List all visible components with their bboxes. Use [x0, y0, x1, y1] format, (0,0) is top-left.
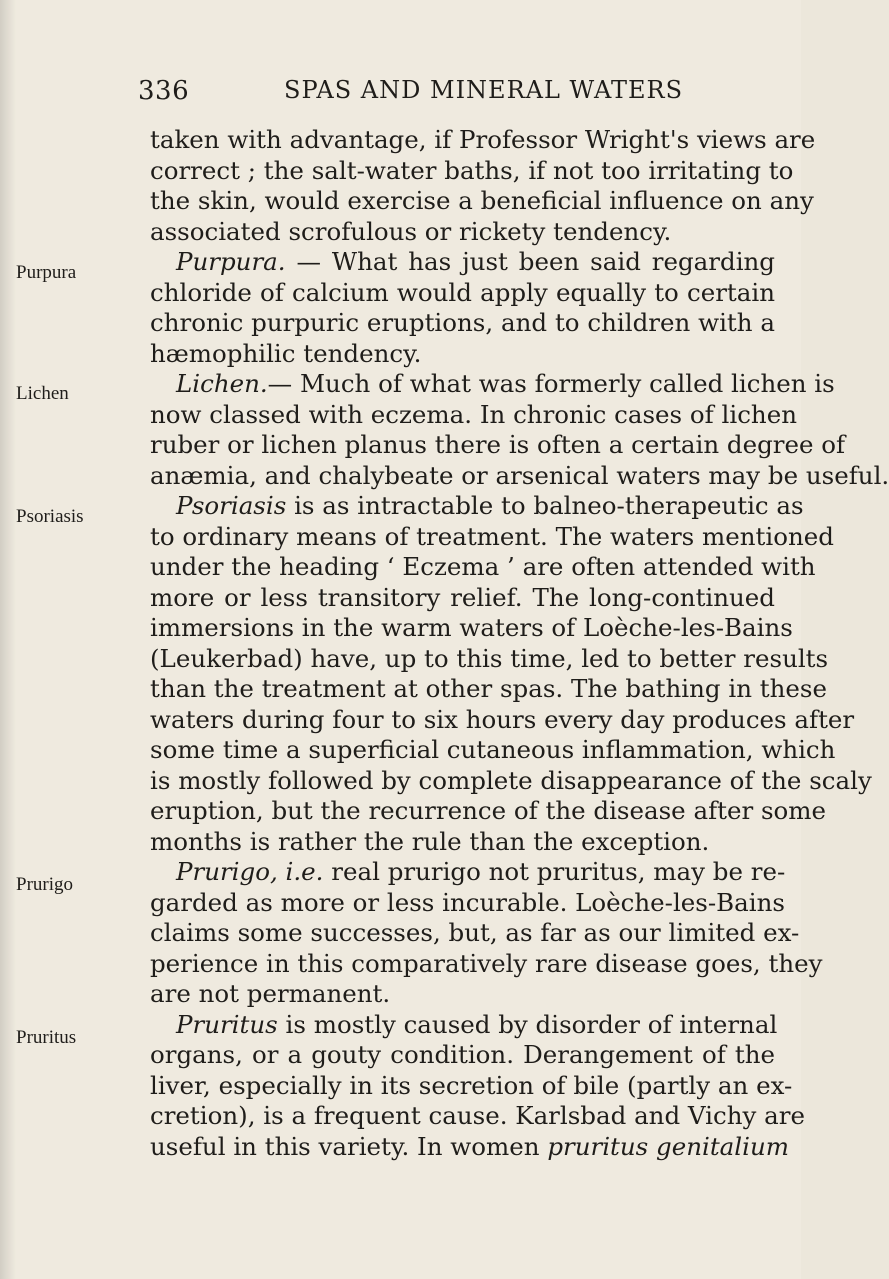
term-pruritus-genitalium: pruritus genitalium: [547, 1131, 789, 1161]
text-fragment: is as intractable to balneo-therapeutic as: [286, 491, 804, 520]
paragraph-psoriasis-first-line: [150, 491, 804, 522]
text-line: correct ; the salt-water baths, if not too irritating to: [150, 155, 794, 185]
text-fragment: is mostly caused by disorder of internal: [277, 1009, 778, 1039]
abbr-ie: i.e.: [285, 857, 324, 886]
text-line: taken with advantage, if Professor Wright's views are: [150, 125, 816, 154]
text-line: associated scrofulous or rickety tendency.: [150, 216, 672, 246]
paragraph-lichen-first-line: [150, 369, 835, 400]
text-line: some time a superficial cutaneous inflammation, which: [150, 735, 836, 764]
paragraph-pruritus-first-line: [150, 1009, 778, 1041]
text-line: chronic purpuric eruptions, and to children with a: [150, 308, 775, 337]
paragraph-prurigo-first-line: [150, 857, 786, 888]
text-fragment: useful in this variety. In women: [150, 1131, 548, 1161]
body-text: [150, 125, 889, 1162]
margin-note-pruritus: Pruritus: [16, 1027, 77, 1048]
margin-note-prurigo: Prurigo: [16, 874, 73, 895]
text-line: under the heading ‘ Eczema ’ are often attended with: [150, 552, 816, 581]
text-line: garded as more or less incurable. Loèche-les-Bains: [150, 887, 785, 917]
text-line: claims some successes, but, as far as our limited ex-: [150, 918, 800, 947]
paragraph-purpura-first-line: [150, 247, 775, 278]
text-line: (Leukerbad) have, up to this time, led to better results: [150, 643, 829, 673]
text-line: the skin, would exercise a beneficial influence on any: [150, 186, 814, 215]
text-line: more or less transitory relief. The long-continued: [150, 582, 775, 612]
text-line: is mostly followed by complete disappearance of the scaly: [150, 765, 872, 795]
text-line: immersions in the warm waters of Loèche-les-Bains: [150, 613, 793, 642]
margin-note-psoriasis: Psoriasis: [16, 506, 84, 527]
text-line: perience in this comparatively rare disease goes, they: [150, 948, 823, 978]
page-edge-shadow: [0, 0, 16, 1279]
text-line: liver, especially in its secretion of bile (partly an ex-: [150, 1070, 793, 1100]
text-line: eruption, but the recurrence of the disease after some: [150, 796, 827, 825]
text-fragment: — What has just been said regarding: [285, 247, 775, 276]
text-line: organs, or a gouty condition. Derangement of the: [150, 1040, 775, 1069]
text-line: now classed with eczema. In chronic cases of lichen: [150, 399, 797, 429]
text-line: ruber or lichen planus there is often a certain degree of: [150, 430, 846, 459]
running-head: [0, 76, 801, 106]
text-line: chloride of calcium would apply equally to certain: [150, 277, 775, 307]
term-purpura: Purpura.: [176, 247, 286, 276]
text-line: are not permanent.: [150, 979, 391, 1008]
margin-note-lichen: Lichen: [16, 383, 69, 404]
text-line: cretion), is a frequent cause. Karlsbad and Vichy are: [150, 1101, 805, 1130]
term-pruritus: Pruritus: [176, 1009, 278, 1039]
text-line: than the treatment at other spas. The bathing in these: [150, 674, 827, 703]
paragraph-pruritus-last-line: [150, 1131, 789, 1163]
text-fragment: — Much of what was formerly called lichen is: [267, 369, 835, 398]
text-line: anæmia, and chalybeate or arsenical waters may be useful.: [150, 460, 889, 490]
running-title: SPAS AND MINERAL WATERS: [284, 76, 684, 104]
text-line: hæmophilic tendency.: [150, 338, 422, 368]
term-prurigo: Prurigo,: [176, 857, 278, 886]
term-lichen: Lichen.: [176, 369, 268, 398]
text-line: months is rather the rule than the exception.: [150, 826, 710, 856]
margin-note-purpura: Purpura: [16, 262, 77, 283]
text-line: to ordinary means of treatment. The waters mentioned: [150, 521, 834, 551]
text-line: waters during four to six hours every day produces after: [150, 704, 855, 734]
text-fragment: real prurigo not pruritus, may be re-: [323, 857, 786, 886]
term-psoriasis: Psoriasis: [176, 491, 287, 520]
page-number: 336: [138, 76, 190, 106]
